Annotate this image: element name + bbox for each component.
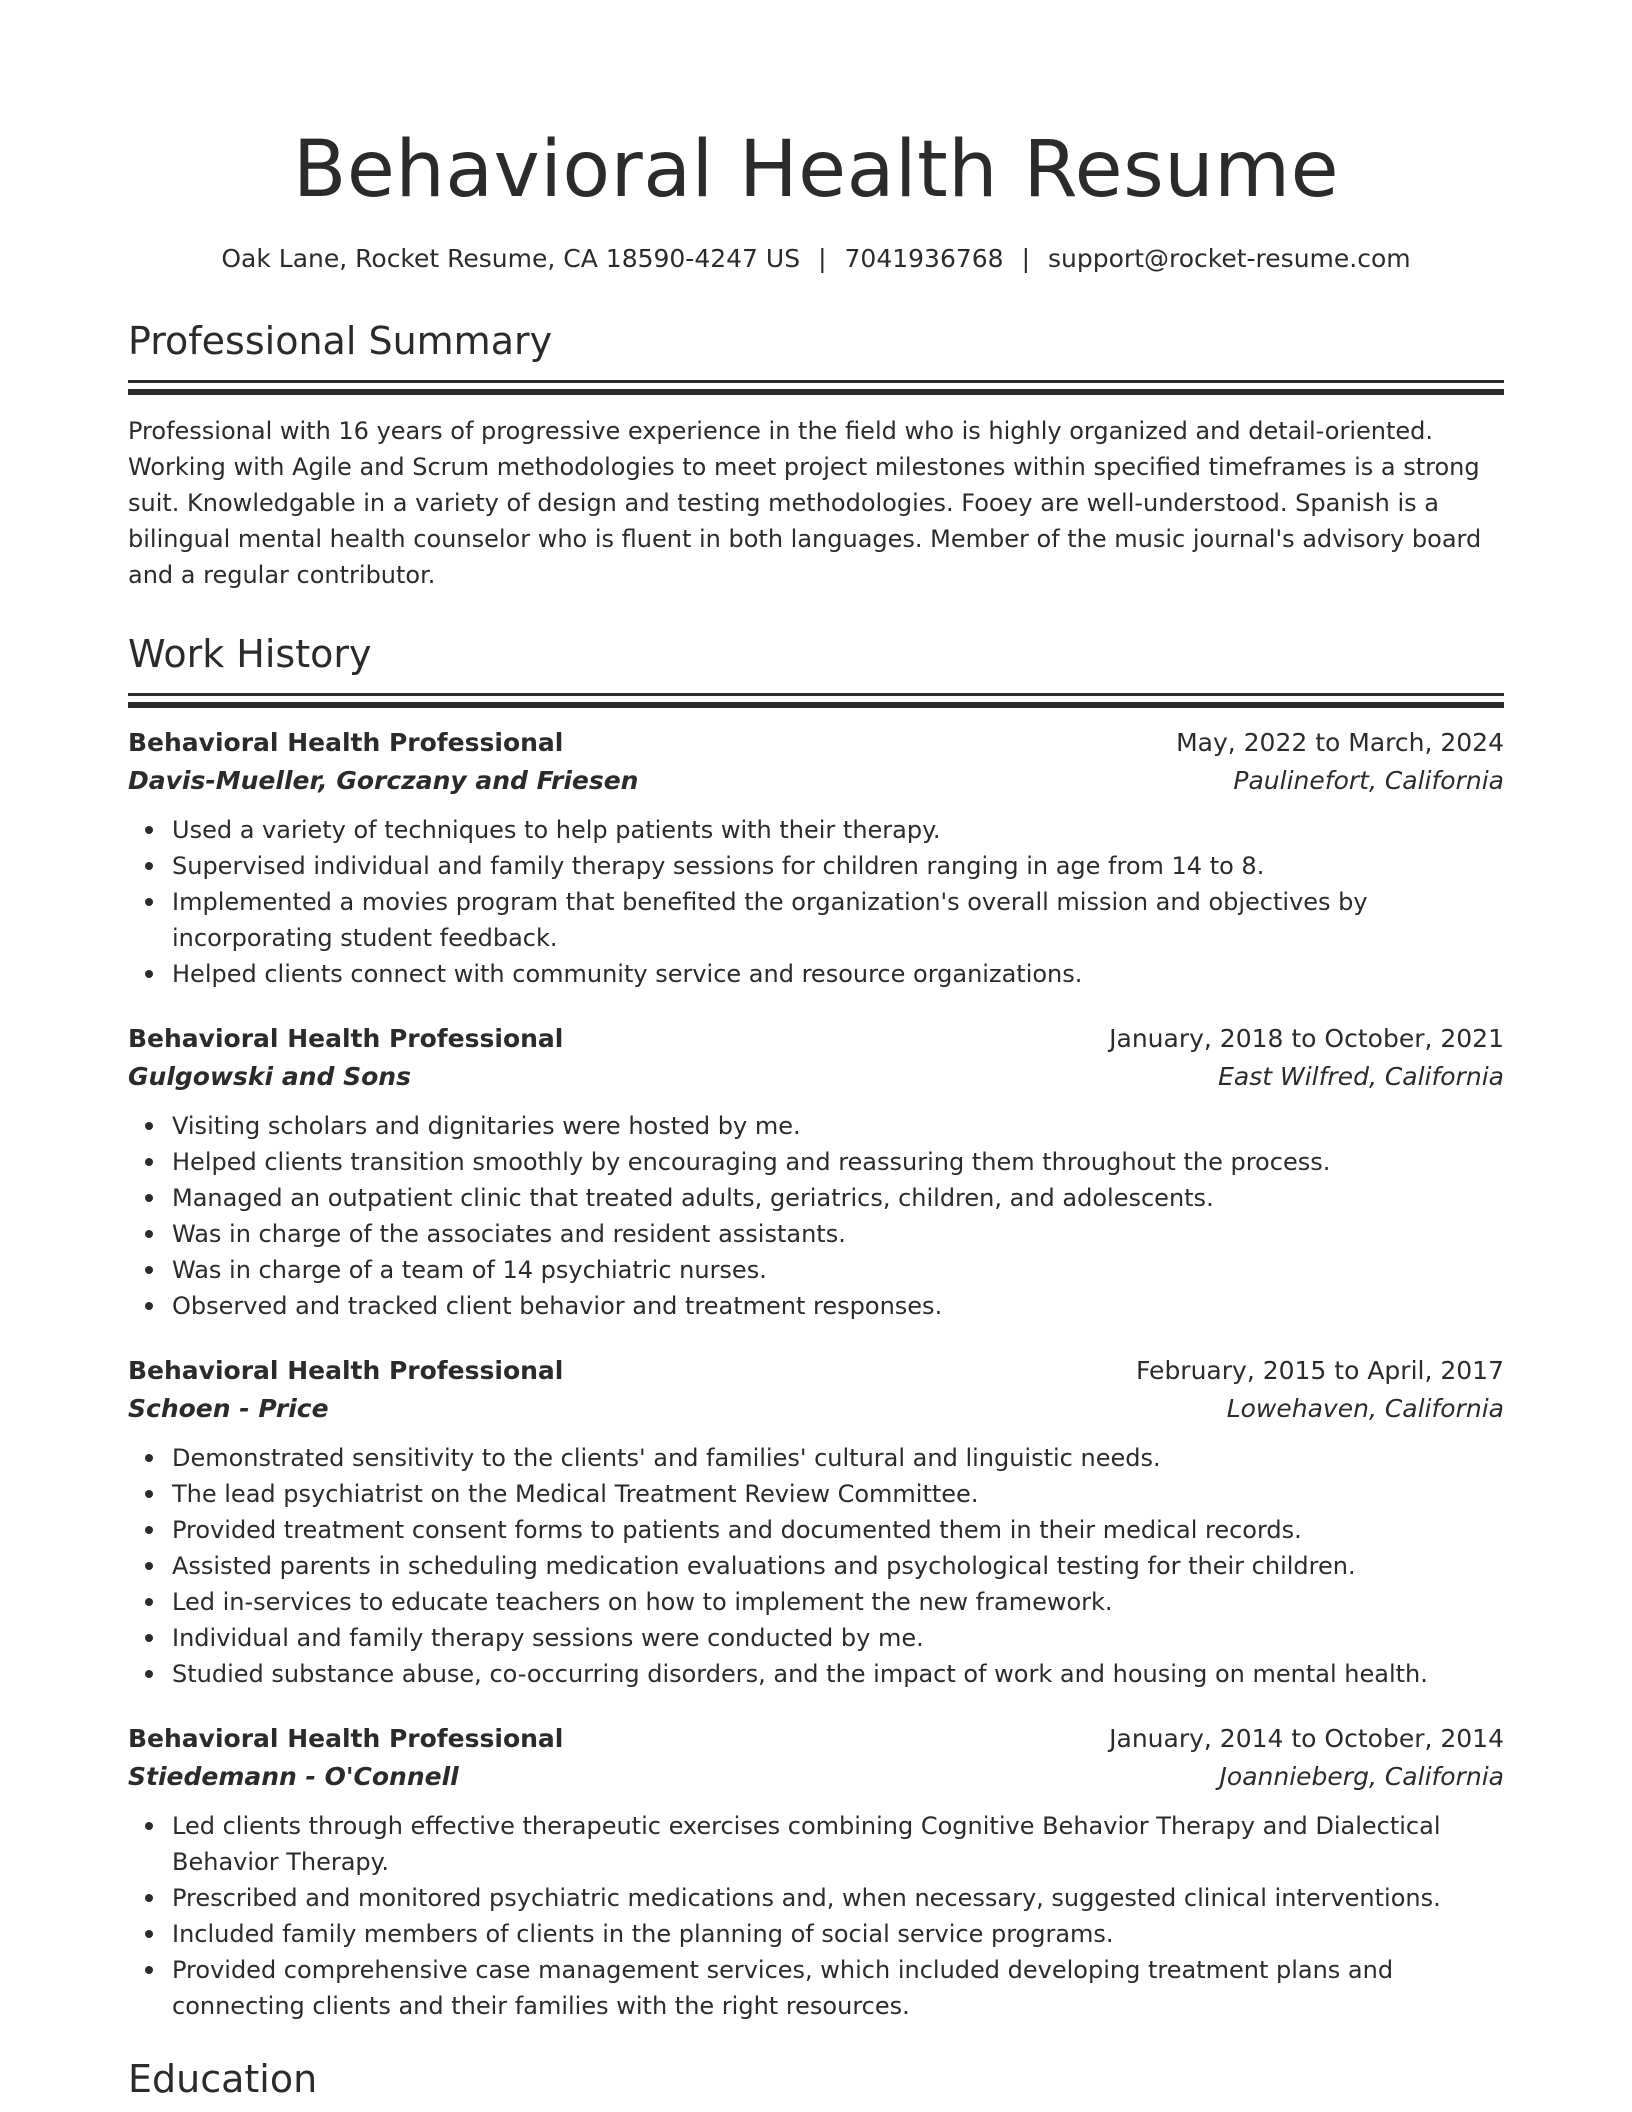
job-company: Gulgowski and Sons [128,1062,411,1091]
job-company-row [128,1758,1504,1796]
job-location: Lowehaven, California [1226,1394,1504,1423]
job-dates: February, 2015 to April, 2017 [1136,1356,1504,1385]
job-title: Behavioral Health Professional [128,1024,564,1053]
job-bullets [128,812,1504,992]
job-location: Joannieberg, California [1219,1762,1504,1791]
job-title: Behavioral Health Professional [128,1724,564,1753]
bullet-item: Provided comprehensive case management services, which included developing treatment plans and connecting clients and their families with the right resources. [172,1952,1504,2024]
bullet-item: Led clients through effective therapeutic exercises combining Cognitive Behavior Therapy and Dialectical Behavior Therapy. [172,1808,1504,1880]
bullet-item: Included family members of clients in the planning of social service programs. [172,1916,1504,1952]
job-company-row [128,762,1504,800]
job-entry [128,1352,1504,1692]
bullet-item: Demonstrated sensitivity to the clients' and families' cultural and linguistic needs. [172,1440,1504,1476]
job-header-row [128,1720,1504,1758]
bullet-item: Supervised individual and family therapy sessions for children ranging in age from 14 to 8. [172,848,1504,884]
job-header-row [128,1352,1504,1390]
bullet-item: Led in-services to educate teachers on how to implement the new framework. [172,1584,1504,1620]
job-header-row [128,1020,1504,1058]
contact-phone: 7041936768 [844,244,1004,273]
contact-separator: | [1021,244,1031,273]
job-bullets [128,1108,1504,1324]
contact-address: Oak Lane, Rocket Resume, CA 18590-4247 US [221,244,801,273]
section-title-work: Work History [128,632,372,676]
job-entry [128,724,1504,992]
job-dates: January, 2018 to October, 2021 [1109,1024,1504,1053]
bullet-item: Visiting scholars and dignitaries were hosted by me. [172,1108,1504,1144]
bullet-item: Studied substance abuse, co-occurring disorders, and the impact of work and housing on mental health. [172,1656,1504,1692]
job-company: Davis-Mueller, Gorczany and Friesen [128,766,639,795]
contact-email: support@rocket-resume.com [1048,244,1411,273]
bullet-item: The lead psychiatrist on the Medical Treatment Review Committee. [172,1476,1504,1512]
section-divider-thin [128,380,1504,383]
summary-paragraph: Professional with 16 years of progressive experience in the field who is highly organized and detail-oriented. Working with Agile and Scrum methodologies to meet project milestones within specified timeframes is a strong suit. Knowledgable in a variety of design and testing methodologies. Fooey are well-understood. Spanish is a bilingual mental health counselor who is fluent in both languages. Member of the music journal's advisory board and a regular contributor. [128,417,1482,589]
bullet-item: Assisted parents in scheduling medication evaluations and psychological testing for their children. [172,1548,1504,1584]
contact-line [128,242,1504,276]
bullet-item: Observed and tracked client behavior and treatment responses. [172,1288,1504,1324]
section-divider-thick [128,702,1504,708]
bullet-item: Was in charge of the associates and resident assistants. [172,1216,1504,1252]
job-entry [128,1020,1504,1324]
bullet-item: Used a variety of techniques to help patients with their therapy. [172,812,1504,848]
job-dates: May, 2022 to March, 2024 [1176,728,1504,757]
bullet-item: Helped clients connect with community service and resource organizations. [172,956,1504,992]
professional-summary-section [128,316,1504,593]
bullet-item: Managed an outpatient clinic that treated adults, geriatrics, children, and adolescents. [172,1180,1504,1216]
bullet-item: Individual and family therapy sessions were conducted by me. [172,1620,1504,1656]
job-header-row [128,724,1504,762]
bullet-item: Was in charge of a team of 14 psychiatric nurses. [172,1252,1504,1288]
job-bullets [128,1440,1504,1692]
work-history-section [128,629,1504,2024]
job-entry [128,1720,1504,2024]
section-title-summary: Professional Summary [128,319,553,363]
section-divider-thin [128,693,1504,696]
job-company: Stiedemann - O'Connell [128,1762,459,1791]
bullet-item: Provided treatment consent forms to patients and documented them in their medical records. [172,1512,1504,1548]
job-company-row [128,1390,1504,1428]
section-title-education: Education [128,2057,318,2101]
section-divider-thick [128,389,1504,395]
job-company: Schoen - Price [128,1394,329,1423]
job-dates: January, 2014 to October, 2014 [1109,1724,1504,1753]
resume-title: Behavioral Health Resume [292,125,1340,215]
bullet-item: Implemented a movies program that benefited the organization's overall mission and objectives by incorporating student feedback. [172,884,1504,956]
contact-separator: | [818,244,827,273]
resume-page [128,0,1504,2104]
job-bullets [128,1808,1504,2024]
job-location: East Wilfred, California [1218,1062,1504,1091]
job-company-row [128,1058,1504,1096]
bullet-item: Prescribed and monitored psychiatric medications and, when necessary, suggested clinical interventions. [172,1880,1504,1916]
education-section [128,2054,1504,2104]
job-title: Behavioral Health Professional [128,728,564,757]
job-location: Paulinefort, California [1233,766,1504,795]
bullet-item: Helped clients transition smoothly by encouraging and reassuring them throughout the process. [172,1144,1504,1180]
job-title: Behavioral Health Professional [128,1356,564,1385]
